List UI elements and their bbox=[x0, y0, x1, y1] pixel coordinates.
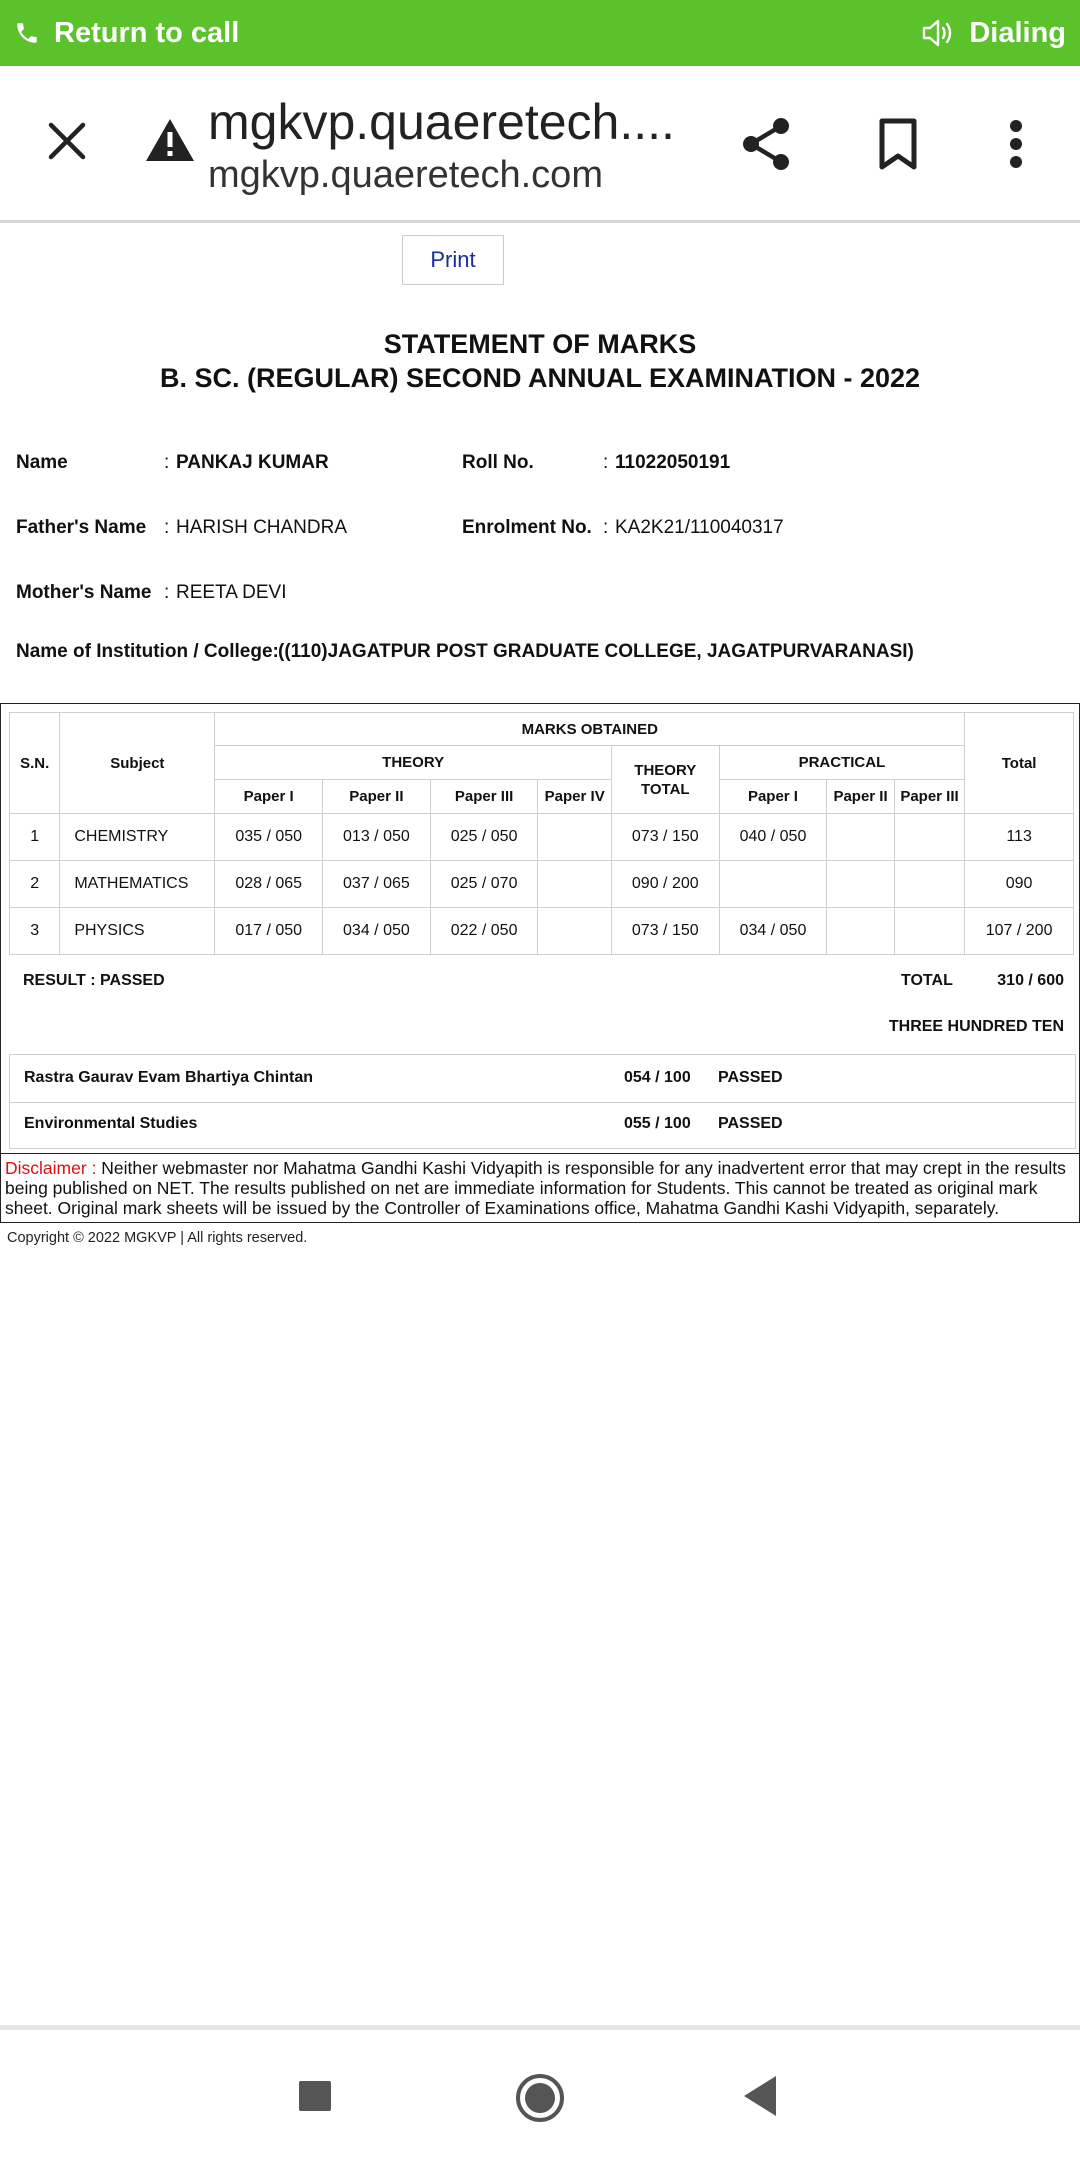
father-colon: : bbox=[164, 517, 170, 538]
row-sn: 3 bbox=[10, 908, 60, 955]
speaker-icon bbox=[921, 18, 955, 48]
row-theory-4 bbox=[538, 908, 611, 955]
mother-label: Mother's Name bbox=[16, 582, 152, 603]
row-theory-total: 073 / 150 bbox=[611, 814, 719, 861]
disclaimer-tag: Disclaimer : bbox=[5, 1158, 97, 1178]
row-theory-4 bbox=[538, 861, 611, 908]
col-marks-obtained: MARKS OBTAINED bbox=[215, 713, 965, 746]
browser-toolbar bbox=[0, 66, 1080, 223]
name-label: Name bbox=[16, 452, 68, 473]
nav-recents-icon[interactable] bbox=[298, 2080, 332, 2112]
qualifying-status: PASSED bbox=[718, 1115, 783, 1132]
row-theory-4 bbox=[538, 814, 611, 861]
col-theory-paper-1: Paper I bbox=[215, 780, 323, 814]
enrol-label: Enrolment No. bbox=[462, 517, 592, 538]
row-theory-total: 073 / 150 bbox=[611, 908, 719, 955]
enrol-colon: : bbox=[603, 517, 609, 538]
institution-value: ((110)JAGATPUR POST GRADUATE COLLEGE, JAGATPURVARANASI) bbox=[278, 641, 914, 662]
table-row bbox=[10, 908, 1074, 955]
row-theory-3: 022 / 050 bbox=[430, 908, 538, 955]
row-practical-1 bbox=[719, 861, 827, 908]
copyright: Copyright © 2022 MGKVP | All rights reserved. bbox=[7, 1230, 308, 1246]
row-theory-2: 037 / 065 bbox=[323, 861, 431, 908]
qualifying-marks: 055 / 100 bbox=[624, 1115, 691, 1132]
name-value: PANKAJ KUMAR bbox=[176, 452, 329, 473]
col-practical: PRACTICAL bbox=[719, 746, 965, 780]
heading-exam: B. SC. (REGULAR) SECOND ANNUAL EXAMINATION - 2022 bbox=[159, 363, 921, 393]
row-practical-1: 034 / 050 bbox=[719, 908, 827, 955]
result-status: RESULT : PASSED bbox=[23, 972, 165, 989]
father-value: HARISH CHANDRA bbox=[176, 517, 348, 538]
col-theory-paper-4: Paper IV bbox=[538, 780, 611, 814]
row-subject: PHYSICS bbox=[60, 908, 215, 955]
mother-value: REETA DEVI bbox=[176, 582, 287, 603]
qualifying-status: PASSED bbox=[718, 1069, 783, 1086]
enrol-value: KA2K21/110040317 bbox=[615, 517, 784, 538]
marks-table bbox=[9, 712, 1074, 955]
row-total: 107 / 200 bbox=[965, 908, 1074, 955]
warning-icon[interactable] bbox=[144, 116, 196, 164]
row-theory-1: 028 / 065 bbox=[215, 861, 323, 908]
row-theory-total: 090 / 200 bbox=[611, 861, 719, 908]
page-title: mgkvp.quaeretech.... bbox=[208, 94, 675, 150]
call-status: Dialing bbox=[969, 16, 1066, 49]
qualifying-subject-row bbox=[9, 1054, 1076, 1103]
row-subject: MATHEMATICS bbox=[60, 861, 215, 908]
system-nav-bar bbox=[0, 2025, 1080, 2165]
row-practical-3 bbox=[894, 861, 964, 908]
col-practical-paper-1: Paper I bbox=[719, 780, 827, 814]
return-to-call-label: Return to call bbox=[54, 16, 240, 49]
row-theory-1: 017 / 050 bbox=[215, 908, 323, 955]
statement-heading bbox=[0, 327, 1080, 395]
roll-colon: : bbox=[603, 452, 609, 473]
row-practical-3 bbox=[894, 908, 964, 955]
print-button[interactable]: Print bbox=[402, 235, 504, 285]
return-to-call-banner[interactable] bbox=[0, 0, 1080, 66]
row-practical-2 bbox=[827, 861, 894, 908]
row-subject: CHEMISTRY bbox=[60, 814, 215, 861]
share-icon[interactable] bbox=[736, 114, 796, 174]
col-theory-total: THEORY TOTAL bbox=[611, 746, 719, 814]
roll-value: 11022050191 bbox=[615, 452, 731, 473]
col-theory-paper-2: Paper II bbox=[323, 780, 431, 814]
more-vert-icon[interactable] bbox=[996, 114, 1036, 174]
qualifying-subject: Environmental Studies bbox=[24, 1115, 198, 1132]
bookmark-icon[interactable] bbox=[870, 114, 926, 174]
table-row bbox=[10, 814, 1074, 861]
col-theory-paper-3: Paper III bbox=[430, 780, 538, 814]
row-practical-1: 040 / 050 bbox=[719, 814, 827, 861]
close-icon[interactable] bbox=[40, 114, 94, 168]
col-total: Total bbox=[965, 713, 1074, 814]
col-subject: Subject bbox=[60, 713, 215, 814]
row-total: 090 bbox=[965, 861, 1074, 908]
col-theory: THEORY bbox=[215, 746, 612, 780]
row-practical-2 bbox=[827, 908, 894, 955]
phone-icon bbox=[14, 20, 40, 46]
grand-total-label: TOTAL bbox=[901, 972, 953, 989]
result-line bbox=[9, 972, 1074, 992]
total-in-words-line bbox=[9, 1018, 1074, 1038]
row-sn: 1 bbox=[10, 814, 60, 861]
qualifying-subject-row bbox=[9, 1101, 1076, 1149]
nav-home-icon[interactable] bbox=[514, 2072, 566, 2124]
row-practical-3 bbox=[894, 814, 964, 861]
col-sn: S.N. bbox=[10, 713, 60, 814]
disclaimer bbox=[0, 1152, 1080, 1223]
row-theory-1: 035 / 050 bbox=[215, 814, 323, 861]
row-theory-2: 013 / 050 bbox=[323, 814, 431, 861]
father-label: Father's Name bbox=[16, 517, 147, 538]
disclaimer-text: Neither webmaster nor Mahatma Gandhi Kashi Vidyapith is responsible for any inadvertent error that may crept in the results being published on NET. The results published on net are immediate information for Students. This cannot be treated as original mark sheet. Original mark sheets will be issued by the Controller of Examinations office, Mahatma Gandhi Kashi Vidyapith, separately. bbox=[5, 1158, 1066, 1218]
total-in-words: THREE HUNDRED TEN bbox=[888, 1018, 1064, 1035]
row-theory-2: 034 / 050 bbox=[323, 908, 431, 955]
row-theory-3: 025 / 050 bbox=[430, 814, 538, 861]
row-total: 113 bbox=[965, 814, 1074, 861]
col-practical-paper-2: Paper II bbox=[827, 780, 894, 814]
table-row bbox=[10, 861, 1074, 908]
row-theory-3: 025 / 070 bbox=[430, 861, 538, 908]
page-url: mgkvp.quaeretech.com bbox=[208, 154, 603, 196]
roll-label: Roll No. bbox=[462, 452, 534, 473]
institution-label: Name of Institution / College: bbox=[16, 641, 279, 662]
qualifying-subject: Rastra Gaurav Evam Bhartiya Chintan bbox=[24, 1069, 313, 1086]
nav-back-icon[interactable] bbox=[742, 2074, 778, 2118]
row-sn: 2 bbox=[10, 861, 60, 908]
col-practical-paper-3: Paper III bbox=[894, 780, 964, 814]
grand-total-value: 310 / 600 bbox=[997, 972, 1064, 989]
mother-colon: : bbox=[164, 582, 170, 603]
name-colon: : bbox=[164, 452, 170, 473]
qualifying-marks: 054 / 100 bbox=[624, 1069, 691, 1086]
marks-box bbox=[0, 703, 1080, 1154]
row-practical-2 bbox=[827, 814, 894, 861]
heading-title: STATEMENT OF MARKS bbox=[383, 329, 697, 359]
